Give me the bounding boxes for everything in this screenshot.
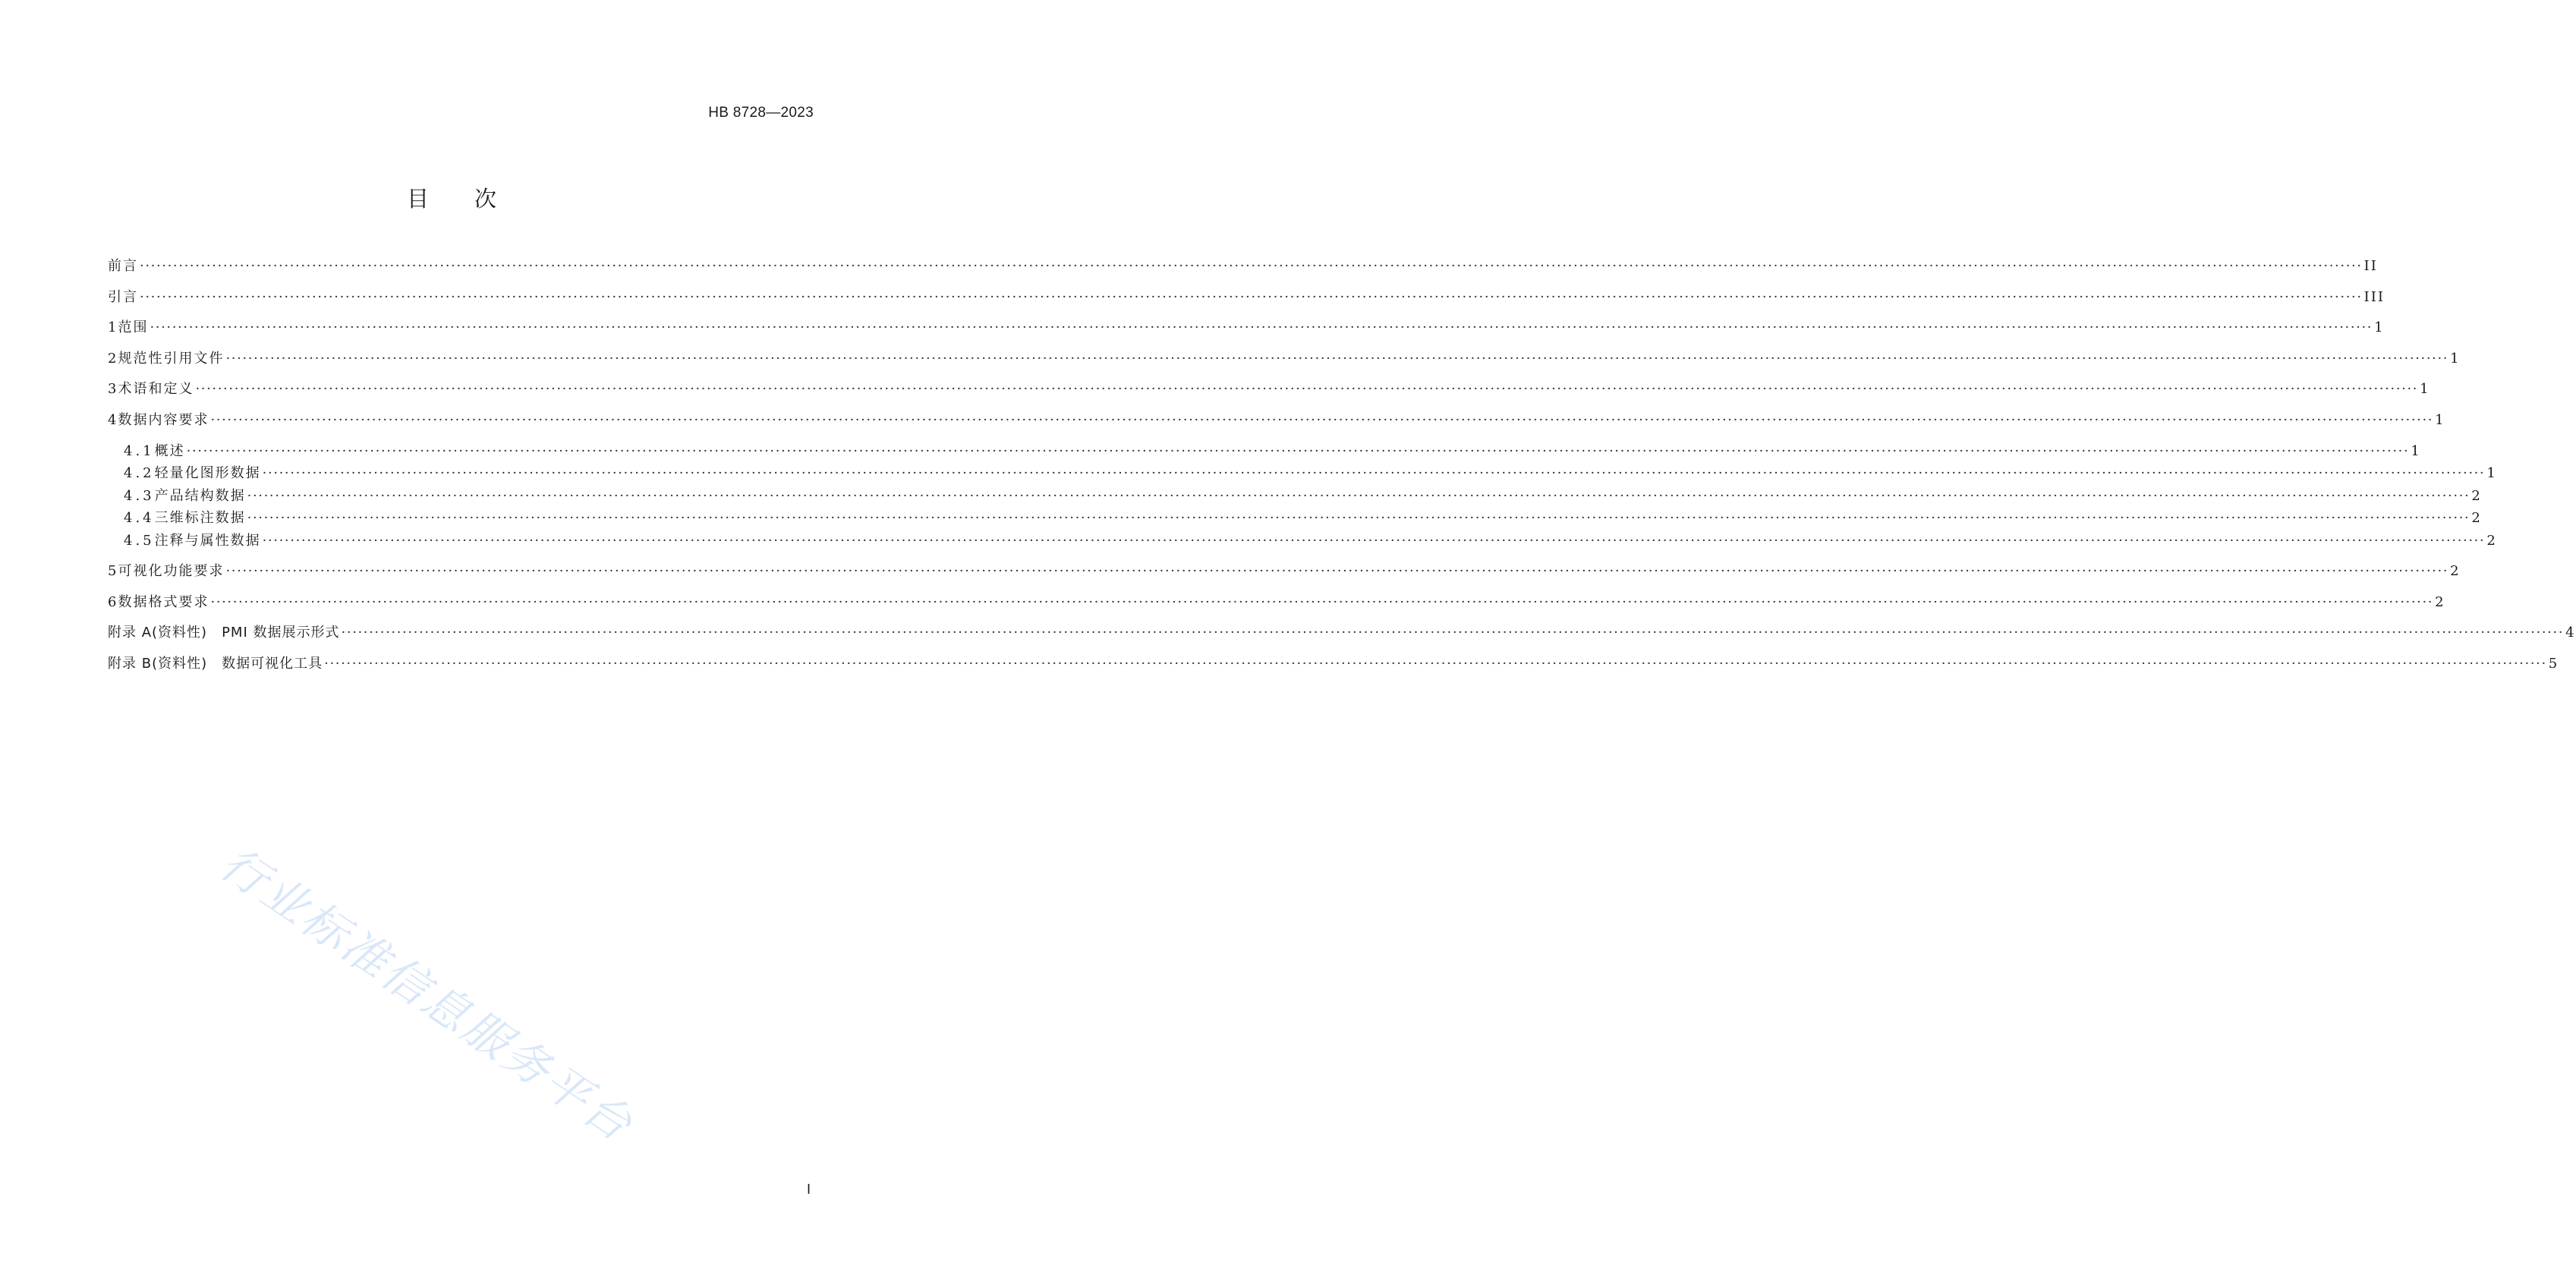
toc-entry[interactable] xyxy=(124,442,2421,461)
toc-leader-dots: ················································································································································································································································································································································································································ xyxy=(210,594,2434,610)
toc-entry-page: 4 xyxy=(2565,625,2576,641)
toc-entry-page: II xyxy=(2363,258,2378,274)
toc-entry-number: 4.4 xyxy=(124,510,155,526)
toc-entry-page: 2 xyxy=(2450,563,2461,579)
toc-leader-dots: ················································································································································································································································································································································································································ xyxy=(262,465,2486,481)
toc-leader-dots: ················································································································································································································································································································································································································ xyxy=(140,289,2363,305)
toc-entry[interactable] xyxy=(108,380,2430,398)
toc-entry-label: 轻量化图形数据 xyxy=(154,465,261,481)
toc-entry-label: 数据内容要求 xyxy=(118,412,209,428)
toc-entry-number: 1 xyxy=(108,320,118,335)
toc-leader-dots: ················································································································································································································································································································································································································ xyxy=(140,258,2363,274)
toc-entry[interactable] xyxy=(124,464,2497,483)
toc-entry-page: 1 xyxy=(2374,320,2385,335)
toc-entry-page: 2 xyxy=(2471,488,2482,504)
toc-entry-page: 2 xyxy=(2486,533,2497,549)
toc-entry-label: 三维标注数据 xyxy=(154,510,246,526)
toc-leader-dots: ················································································································································································································································································································································································································ xyxy=(186,443,2410,459)
toc-entry-page: 1 xyxy=(2435,412,2445,428)
toc-entry-label: 注释与属性数据 xyxy=(154,533,261,549)
toc-entry[interactable] xyxy=(108,319,2385,337)
toc-entry-label: 概述 xyxy=(154,443,185,459)
toc-entry-label: 规范性引用文件 xyxy=(118,351,225,367)
toc-entry-label: 产品结构数据 xyxy=(154,488,246,504)
toc-leader-dots: ················································································································································································································································································································································································································ xyxy=(262,533,2486,549)
toc-entry-page: 1 xyxy=(2411,443,2421,459)
toc-entry-number: 3 xyxy=(108,381,118,397)
toc-entry[interactable] xyxy=(124,532,2497,550)
toc-entry-number: 4.2 xyxy=(124,465,155,481)
toc-entry[interactable] xyxy=(108,593,2445,612)
toc-entry-page: 2 xyxy=(2471,510,2482,526)
toc-leader-dots: ················································································································································································································································································································································································································ xyxy=(195,381,2419,397)
toc-entry[interactable] xyxy=(108,288,2385,307)
toc-leader-dots: ················································································································································································································································································································································································································ xyxy=(324,656,2547,672)
toc-entry-label: 附录 A(资料性) PMI 数据展示形式 xyxy=(108,625,340,641)
toc-entry-page: 5 xyxy=(2548,656,2559,672)
toc-entry-label: 附录 B(资料性) 数据可视化工具 xyxy=(108,656,323,672)
page-title: 目次 xyxy=(406,186,542,212)
toc-entry-number: 4.1 xyxy=(124,443,155,459)
toc-entry-label: 数据格式要求 xyxy=(118,594,209,610)
toc-entry-number: 2 xyxy=(108,351,118,367)
toc-entry-page: 1 xyxy=(2450,351,2461,367)
toc-entry-label: 引言 xyxy=(108,289,138,305)
toc-leader-dots: ················································································································································································································································································································································································································ xyxy=(210,412,2434,428)
toc-entry-page: III xyxy=(2363,289,2385,305)
toc-entry[interactable] xyxy=(108,562,2461,581)
toc-entry-page: 2 xyxy=(2435,594,2445,610)
toc-entry[interactable] xyxy=(108,350,2461,368)
toc-entry-number: 6 xyxy=(108,594,118,610)
toc-entry-number: 4 xyxy=(108,412,118,428)
watermark: 行业标准信息服务平台 xyxy=(210,837,644,1154)
document-code: HB 8728—2023 xyxy=(708,105,814,121)
toc-entry[interactable] xyxy=(124,509,2482,527)
toc-entry-page: 1 xyxy=(2420,381,2430,397)
toc-leader-dots: ················································································································································································································································································································································································································ xyxy=(247,510,2471,526)
toc-leader-dots: ················································································································································································································································································································································································································ xyxy=(341,625,2565,641)
toc-entry-number: 4.3 xyxy=(124,488,155,504)
toc-entry-number: 5 xyxy=(108,563,118,579)
toc-entry[interactable] xyxy=(108,624,2576,642)
toc-entry[interactable] xyxy=(108,655,2559,673)
toc-entry-label: 可视化功能要求 xyxy=(118,563,225,579)
toc-leader-dots: ················································································································································································································································································································································································································ xyxy=(247,488,2471,504)
toc-entry[interactable] xyxy=(108,257,2378,275)
toc-entry-number: 4.5 xyxy=(124,533,155,549)
toc-entry[interactable] xyxy=(124,487,2482,505)
toc-leader-dots: ················································································································································································································································································································································································································ xyxy=(225,563,2449,579)
page-number: I xyxy=(806,1182,811,1197)
toc-leader-dots: ················································································································································································································································································································································································································ xyxy=(225,351,2449,367)
toc-entry-label: 术语和定义 xyxy=(118,381,194,397)
toc-entry-label: 范围 xyxy=(118,320,149,335)
toc-entry[interactable] xyxy=(108,411,2445,430)
toc-leader-dots: ················································································································································································································································································································································································································ xyxy=(150,320,2373,335)
toc-entry-page: 1 xyxy=(2486,465,2497,481)
toc-entry-label: 前言 xyxy=(108,258,138,274)
